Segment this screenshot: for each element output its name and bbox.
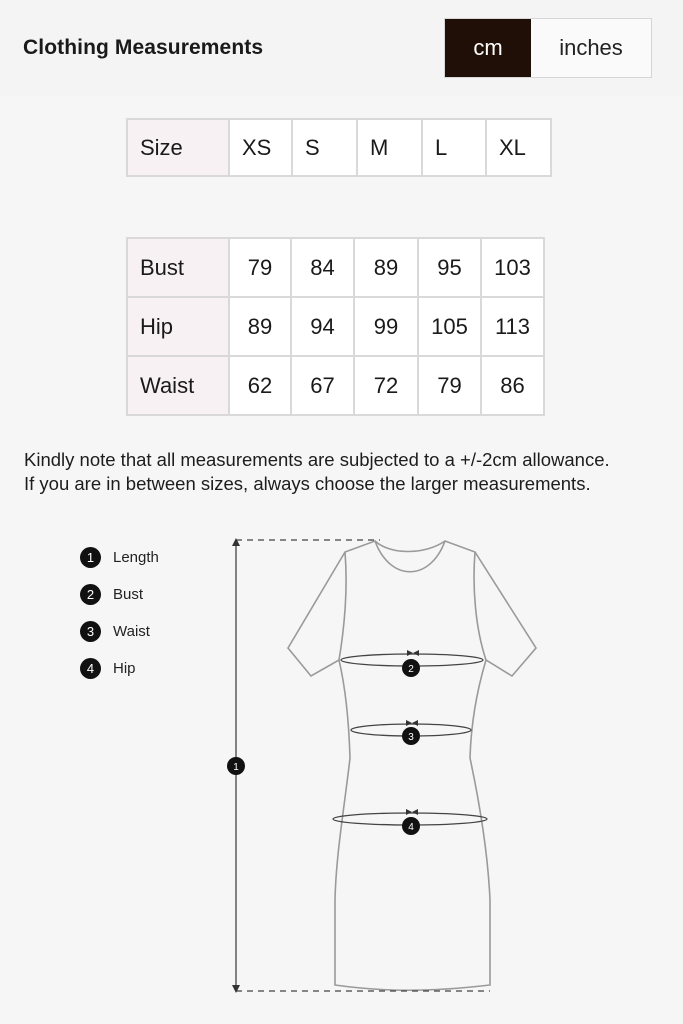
legend-item-hip — [80, 650, 159, 687]
table-cell: 95 — [418, 238, 481, 297]
table-cell: 89 — [354, 238, 418, 297]
table-cell: 67 — [291, 356, 354, 415]
unit-cm-button[interactable]: cm — [445, 19, 531, 77]
legend-item-waist — [80, 613, 159, 650]
table-cell: 72 — [354, 356, 418, 415]
page-title: Clothing Measurements — [23, 36, 264, 59]
length-arrow-top-icon — [232, 538, 240, 546]
legend-number-icon: 2 — [80, 584, 101, 605]
legend — [80, 539, 159, 687]
sleeve-seam-right — [474, 552, 486, 660]
legend-number-icon: 4 — [80, 658, 101, 679]
hip-arrow-icon — [412, 809, 418, 815]
size-m: M — [357, 119, 422, 176]
table-cell: 79 — [418, 356, 481, 415]
measurement-table — [126, 237, 545, 416]
legend-item-length — [80, 539, 159, 576]
dress-outline — [288, 541, 536, 990]
table-cell: 86 — [481, 356, 544, 415]
size-l: L — [422, 119, 486, 176]
allowance-note — [24, 448, 674, 496]
row-label: Hip — [127, 297, 229, 356]
table-row — [127, 297, 544, 356]
size-row — [127, 119, 551, 176]
waist-arrow-icon — [412, 720, 418, 726]
table-cell: 89 — [229, 297, 291, 356]
note-line-1: Kindly note that all measurements are subjected to a +/-2cm allowance. — [24, 449, 610, 470]
bust-arrow-icon — [407, 650, 413, 656]
size-s: S — [292, 119, 357, 176]
neckline — [375, 541, 445, 572]
table-cell: 62 — [229, 356, 291, 415]
hip-arrow-icon — [406, 809, 412, 815]
legend-label: Hip — [113, 660, 136, 677]
sleeve-seam-left — [339, 552, 346, 660]
legend-label: Waist — [113, 623, 150, 640]
note-line-2: If you are in between sizes, always choose the larger measurements. — [24, 473, 591, 494]
size-label: Size — [127, 119, 229, 176]
marker-bust-label: 2 — [408, 664, 414, 675]
table-cell: 103 — [481, 238, 544, 297]
marker-waist-label: 3 — [408, 732, 414, 743]
table-cell: 79 — [229, 238, 291, 297]
legend-label: Length — [113, 549, 159, 566]
table-row — [127, 356, 544, 415]
dress-diagram — [220, 530, 550, 1000]
header — [0, 0, 683, 96]
marker-length-label: 1 — [233, 762, 239, 773]
legend-label: Bust — [113, 586, 144, 603]
row-label: Waist — [127, 356, 229, 415]
table-row — [127, 238, 544, 297]
row-label: Bust — [127, 238, 229, 297]
table-cell: 84 — [291, 238, 354, 297]
unit-toggle — [444, 18, 652, 78]
table-cell: 99 — [354, 297, 418, 356]
marker-hip-label: 4 — [408, 822, 414, 833]
size-xs: XS — [229, 119, 292, 176]
table-cell: 113 — [481, 297, 544, 356]
legend-item-bust — [80, 576, 159, 613]
size-table — [126, 118, 552, 177]
size-xl: XL — [486, 119, 551, 176]
table-cell: 94 — [291, 297, 354, 356]
table-cell: 105 — [418, 297, 481, 356]
legend-number-icon: 3 — [80, 621, 101, 642]
waist-arrow-icon — [406, 720, 412, 726]
length-arrow-bottom-icon — [232, 985, 240, 993]
bust-arrow-icon — [413, 650, 419, 656]
legend-number-icon: 1 — [80, 547, 101, 568]
unit-inches-button[interactable]: inches — [559, 35, 623, 60]
